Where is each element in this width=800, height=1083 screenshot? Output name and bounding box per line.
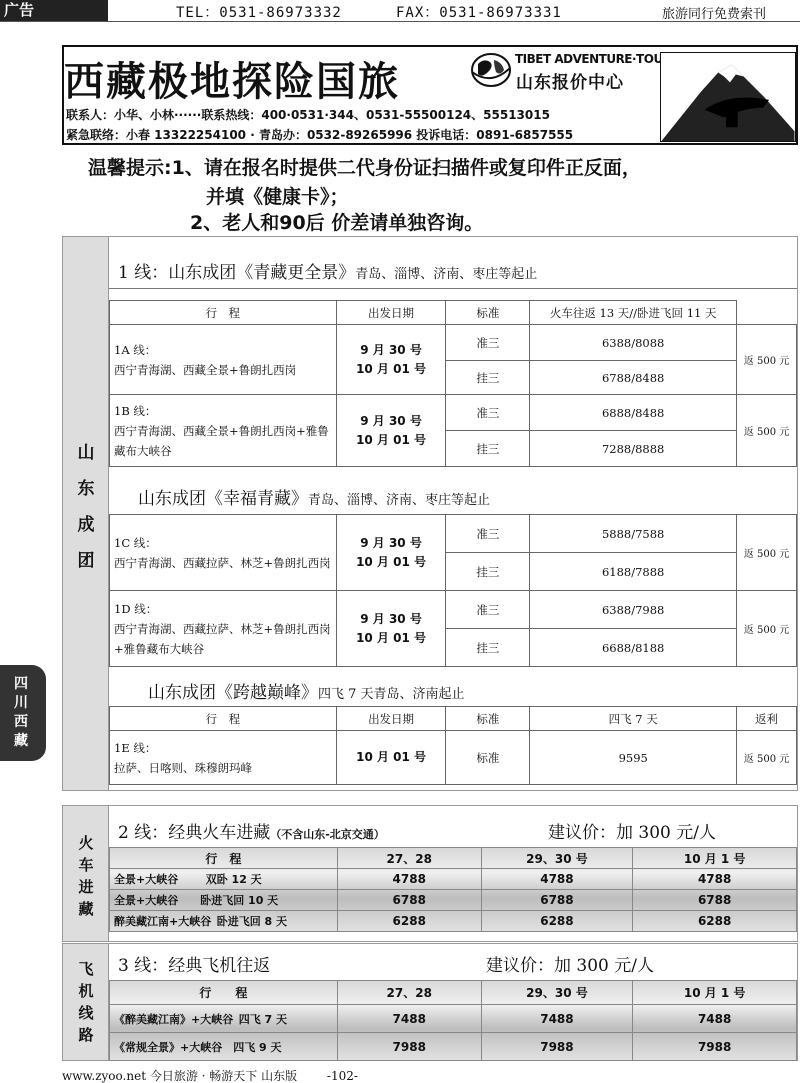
price-cell: 7488 (481, 1005, 633, 1033)
rebate-note: 返 500 元 (737, 731, 797, 785)
tab-char: 川 (14, 695, 28, 711)
route-cell (110, 869, 338, 890)
std-cell: 挂三 (446, 629, 530, 667)
route-mode: 四飞 7 天 (238, 1012, 288, 1026)
std-cell: 准三 (446, 515, 530, 553)
route-1-title (118, 258, 537, 283)
section-flight-side (63, 944, 109, 1060)
route-desc: 西宁青海湖、西藏拉萨、林芝+鲁朗扎西岗+雅鲁藏布大峡谷 (114, 621, 331, 656)
date: 10 月 01 号 (356, 630, 426, 645)
route-name: 全景+大峡谷 (114, 894, 179, 907)
price-cell: 7288/8888 (530, 431, 737, 467)
col-header: 行 程 (110, 707, 337, 731)
price-cell: 9595 (530, 731, 737, 785)
rebate-note: 返 500 元 (737, 395, 797, 467)
route-cell (110, 731, 337, 785)
price-cell: 6888/8488 (530, 395, 737, 431)
notice-line-2: 并填《健康卡》； (206, 186, 349, 208)
col-header: 标准 (446, 301, 530, 325)
price-cell: 6388/8088 (530, 325, 737, 361)
page-number: -102- (326, 1069, 358, 1083)
col-header: 返利 (737, 707, 797, 731)
contact-line-2: 紧急联络：小春 13322254100 · 青岛办：0532-89265996 投诉电话：0891-6857555 (66, 128, 574, 142)
section-train-side (63, 806, 109, 941)
route-mode: 卧进飞回 8 天 (216, 915, 288, 928)
col-header: 标准 (446, 707, 530, 731)
route-desc: 西宁青海湖、西藏全景+鲁朗扎西岗 (114, 362, 297, 377)
route-2-suggest: 建议价：加 300 元/人 (548, 823, 716, 843)
route-cell (110, 911, 338, 932)
tab-char: 藏 (14, 733, 28, 749)
route-code: 1D 线： (114, 601, 158, 616)
price-cell: 7488 (633, 1005, 797, 1033)
route-code: 1B 线： (114, 403, 157, 418)
route-cell (110, 890, 338, 911)
std-cell: 挂三 (446, 361, 530, 395)
date: 10 月 01 号 (356, 432, 426, 447)
route-mode: 卧进飞回 10 天 (200, 894, 279, 907)
std-cell: 准三 (446, 325, 530, 361)
route-1e-title (148, 678, 465, 703)
section-shandong-side (63, 237, 109, 790)
route-name: 全景+大峡谷 (114, 873, 179, 886)
date: 9 月 30 号 (360, 611, 422, 626)
price-cell: 4788 (337, 869, 481, 890)
route-mode: 四飞 9 天 (233, 1040, 282, 1054)
notice-line-3: 2、老人和90后 价差请单独咨询。 (190, 212, 484, 234)
route-desc: 西宁青海湖、西藏全景+鲁朗扎西岗+雅鲁藏布大峡谷 (114, 423, 329, 458)
tab-char: 四 (14, 676, 28, 692)
date-cell (336, 515, 446, 591)
side-char: 火 (78, 834, 94, 852)
tel-number: TEL：0531-86973332 (176, 5, 342, 21)
footer-text: www.zyoo.net 今日旅游 · 畅游天下 山东版 (62, 1069, 298, 1083)
date: 9 月 30 号 (360, 342, 422, 357)
price-cell: 7988 (337, 1033, 481, 1061)
route-code: 1C 线： (114, 535, 157, 550)
globe-logo-icon (470, 52, 512, 88)
price-cell: 7988 (633, 1033, 797, 1061)
col-header: 出发日期 (336, 301, 446, 325)
side-char: 山 (77, 443, 95, 463)
route-1c-title (138, 484, 490, 509)
route-1-title-sub: 青岛、淄博、济南、枣庄等起止 (355, 267, 538, 282)
col-header: 出发日期 (336, 707, 446, 731)
price-cell: 6788/8488 (530, 361, 737, 395)
price-cell: 6288 (337, 911, 481, 932)
date: 9 月 30 号 (360, 413, 422, 428)
route-3-suggest: 建议价：加 300 元/人 (486, 956, 654, 976)
price-cell: 6288 (481, 911, 633, 932)
side-char: 机 (78, 982, 94, 1000)
std-cell: 准三 (446, 395, 530, 431)
route-cell (110, 1033, 338, 1061)
route-2-table (109, 847, 797, 932)
price-cell: 7988 (481, 1033, 633, 1061)
route-cell (110, 1005, 338, 1033)
price-cell: 7488 (337, 1005, 481, 1033)
route-1c-title-sub: 青岛、淄博、济南、枣庄等起止 (308, 493, 491, 508)
route-1e-table (109, 706, 797, 785)
col-header: 四飞 7 天 (530, 707, 737, 731)
price-cell: 6288 (633, 911, 797, 932)
price-cell: 4788 (481, 869, 633, 890)
std-cell: 挂三 (446, 431, 530, 467)
side-char: 藏 (78, 900, 94, 918)
date-cell (336, 591, 446, 667)
col-header: 10 月 1 号 (633, 981, 797, 1005)
col-header: 29、30 号 (481, 848, 633, 869)
price-cell: 6388/7988 (530, 591, 737, 629)
side-char: 飞 (78, 960, 94, 978)
route-desc: 西宁青海湖、西藏拉萨、林芝+鲁朗扎西岗 (114, 555, 331, 570)
date: 9 月 30 号 (360, 535, 422, 550)
side-char: 车 (78, 856, 94, 874)
date: 10 月 01 号 (356, 361, 426, 376)
sichuan-tibet-tab (0, 665, 46, 761)
side-char: 团 (77, 551, 95, 571)
col-header: 27、28 (337, 981, 481, 1005)
route-1e-title-sub: 四飞 7 天青岛、济南起止 (318, 687, 465, 702)
date-cell (336, 395, 446, 467)
free-catalog-note: 旅游同行免费索刊 (662, 7, 767, 22)
col-header: 27、28 (337, 848, 481, 869)
route-desc: 拉萨、日喀则、珠穆朗玛峰 (114, 760, 252, 775)
route-2-title (118, 818, 385, 843)
col-header: 29、30 号 (481, 981, 633, 1005)
route-1e-title-main: 山东成团《跨越巅峰》 (148, 683, 318, 703)
fax-number: FAX：0531-86973331 (396, 5, 562, 21)
tab-char: 西 (14, 714, 28, 730)
side-char: 成 (77, 515, 95, 535)
route-3-table (109, 980, 797, 1061)
price-cell: 5888/7588 (530, 515, 737, 553)
mountain-logo-icon (660, 52, 796, 142)
std-cell: 准三 (446, 591, 530, 629)
rebate-note: 返 500 元 (737, 591, 797, 667)
contact-line-1: 联系人：小华、小林······联系热线：400·0531·344、0531-55500124、55513015 (66, 108, 550, 122)
route-1-table (109, 300, 797, 467)
divider (109, 288, 797, 289)
route-name: 《醉美藏江南》+大峡谷 (114, 1012, 234, 1026)
col-header: 行 程 (110, 981, 338, 1005)
rebate-note: 返 500 元 (737, 515, 797, 591)
route-1c-table (109, 514, 797, 667)
rebate-note: 返 500 元 (737, 325, 797, 395)
price-cell: 6788 (481, 890, 633, 911)
date: 10 月 01 号 (356, 554, 426, 569)
route-mode: 双卧 12 天 (205, 873, 262, 886)
date-cell: 10 月 01 号 (336, 731, 446, 785)
ad-tag: 广告 (0, 0, 108, 21)
price-cell: 6688/8188 (530, 629, 737, 667)
std-cell: 标准 (446, 731, 530, 785)
route-cell (110, 515, 337, 591)
footer (62, 1067, 358, 1083)
tours-chinese-name: 山东报价中心 (516, 73, 624, 93)
tours-english-name: TIBET ADVENTURE·TOURS (515, 52, 680, 66)
price-cell: 6788 (337, 890, 481, 911)
col-header: 火车往返 13 天//卧进飞回 11 天 (530, 301, 737, 325)
route-name: 《常规全景》+大峡谷 (114, 1040, 223, 1054)
col-header: 10 月 1 号 (633, 848, 797, 869)
route-cell (110, 325, 337, 395)
route-cell (110, 395, 337, 467)
notice-line-1: 温馨提示:1、请在报名时提供二代身份证扫描件或复印件正反面， (88, 157, 641, 179)
route-2-title-main: 2 线：经典火车进藏 (118, 823, 271, 843)
route-3-title: 3 线：经典飞机往返 (118, 956, 271, 976)
side-char: 线 (78, 1004, 94, 1022)
route-2-title-sub: （不含山东-北京交通） (270, 828, 385, 841)
col-header: 行 程 (110, 848, 338, 869)
side-char: 进 (78, 878, 94, 896)
route-code: 1E 线： (114, 740, 157, 755)
std-cell: 挂三 (446, 553, 530, 591)
price-cell: 6188/7888 (530, 553, 737, 591)
col-header: 行 程 (110, 301, 337, 325)
route-1-title-main: 1 线：山东成团《青藏更全景》 (118, 263, 356, 283)
price-cell: 4788 (633, 869, 797, 890)
price-cell: 6788 (633, 890, 797, 911)
route-name: 醉美藏江南+大峡谷 (114, 915, 212, 928)
side-char: 路 (78, 1026, 94, 1044)
route-cell (110, 591, 337, 667)
empty-cell (737, 301, 797, 325)
route-1c-title-main: 山东成团《幸福青藏》 (138, 489, 308, 509)
date-cell (336, 325, 446, 395)
side-char: 东 (77, 479, 95, 499)
route-code: 1A 线： (114, 342, 157, 357)
company-name: 西藏极地探险国旅 (64, 58, 400, 105)
